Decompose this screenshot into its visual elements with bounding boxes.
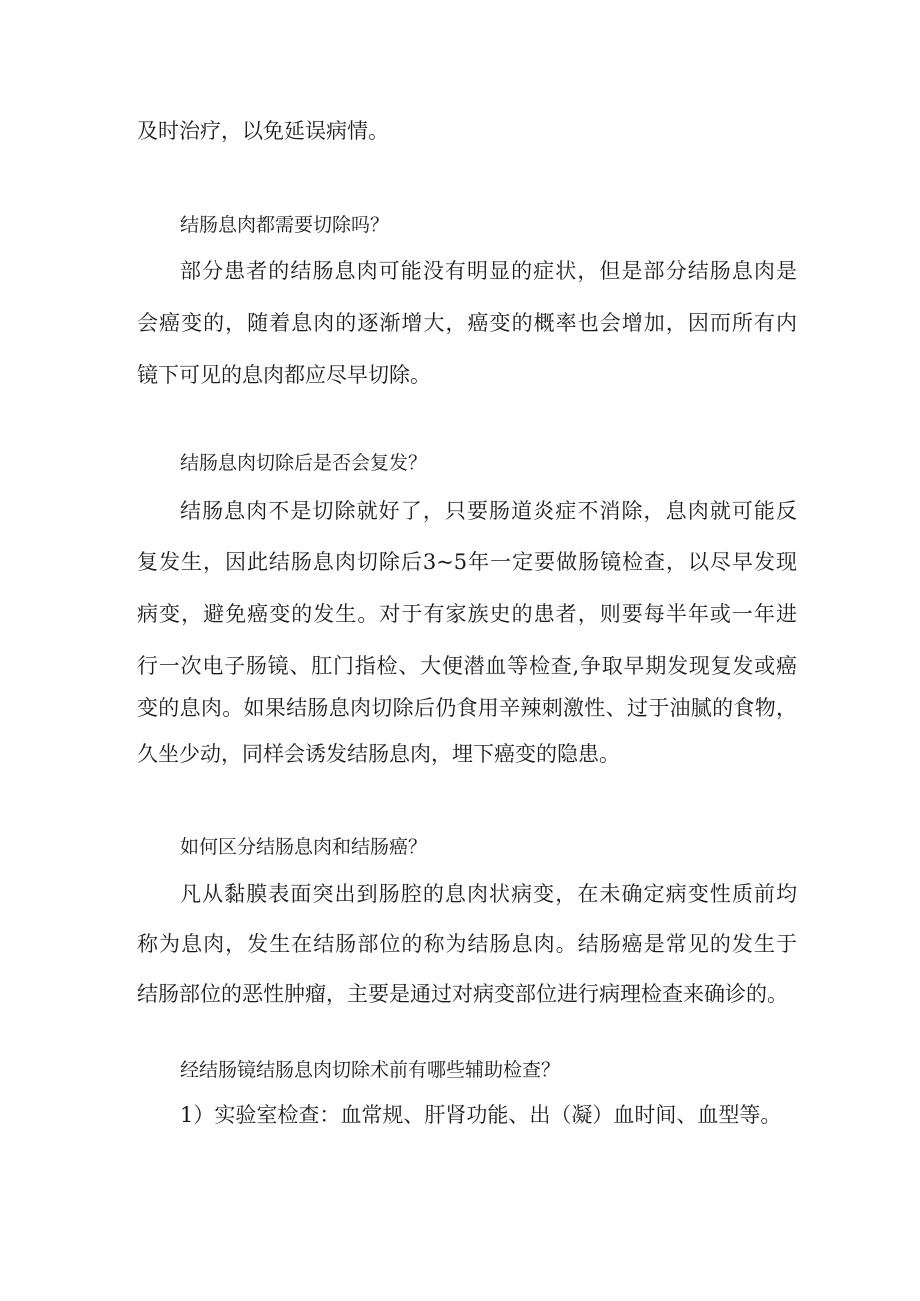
- paragraph-line: 行一次电子肠镜、肛门指检、大便潜血等检查,争取早期发现复发或癌: [137, 654, 797, 678]
- paragraph-line: 部分患者的结肠息肉可能没有明显的症状，但是部分结肠息肉是: [180, 259, 797, 283]
- paragraph-line: 变的息肉。如果结肠息肉切除后仍食用辛辣刺激性、过于油腻的食物，: [137, 696, 797, 720]
- intro-line: 及时治疗，以免延误病情。: [137, 119, 389, 143]
- paragraph-line: 称为息肉，发生在结肠部位的称为结肠息肉。结肠癌是常见的发生于: [137, 932, 797, 956]
- paragraph-line: 结肠息肉不是切除就好了，只要肠道炎症不消除，息肉就可能反: [180, 499, 797, 523]
- paragraph-line: 久坐少动，同样会诱发结肠息肉，埋下癌变的隐患。: [137, 742, 620, 766]
- section-heading-2: 结肠息肉切除后是否会复发？: [180, 452, 428, 474]
- paragraph-line: 1）实验室检查：血常规、肝肾功能、出（凝）血时间、血型等。: [180, 1103, 782, 1127]
- paragraph-line: 会癌变的，随着息肉的逐渐增大，癌变的概率也会增加，因而所有内: [137, 311, 797, 335]
- paragraph-line: 镜下可见的息肉都应尽早切除。: [137, 363, 431, 387]
- section-heading-1: 结肠息肉都需要切除吗？: [180, 214, 390, 236]
- paragraph-line: 凡从黏膜表面突出到肠腔的息肉状病变，在未确定病变性质前均: [180, 882, 797, 906]
- paragraph-line: 结肠部位的恶性肿瘤，主要是通过对病变部位进行病理检查来确诊的。: [137, 982, 788, 1006]
- paragraph-line: 复发生，因此结肠息肉切除后3~5年一定要做肠镜检查，以尽早发现: [137, 550, 797, 574]
- section-heading-3: 如何区分结肠息肉和结肠癌？: [180, 836, 428, 858]
- section-heading-4: 经结肠镜结肠息肉切除术前有哪些辅助检查？: [180, 1059, 561, 1081]
- paragraph-line: 病变，避免癌变的发生。对于有家族史的患者，则要每半年或一年进: [137, 602, 797, 626]
